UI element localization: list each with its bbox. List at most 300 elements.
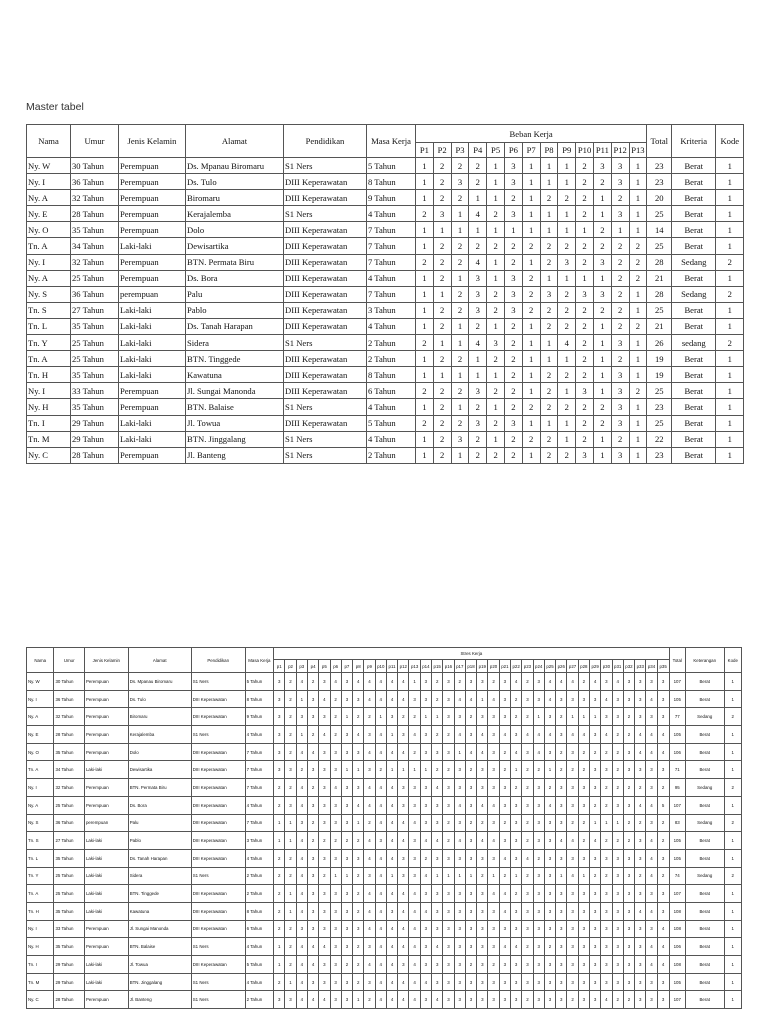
cell-score: 2 [522, 399, 540, 415]
cell-score: 3 [556, 973, 567, 991]
cell-score: 3 [646, 973, 657, 991]
cell-umur: 35 Tahun [71, 222, 119, 238]
cell-score: 4 [330, 779, 341, 797]
cell-score: 3 [623, 761, 634, 779]
cell-score: 3 [432, 814, 443, 832]
cell-score: 2 [558, 302, 576, 318]
cell-pendidikan: DIII Keperawatan [284, 367, 367, 383]
cell-score: 1 [416, 190, 434, 206]
cell-score: 2 [285, 938, 296, 956]
cell-score: 3 [567, 885, 578, 903]
cell-score: 4 [465, 743, 476, 761]
cell-score: 2 [558, 286, 576, 302]
beban-kerja-table [26, 124, 744, 464]
cell-score: 3 [589, 885, 600, 903]
cell-alamat: Pablo [128, 832, 191, 850]
cell-score: 2 [433, 415, 451, 431]
cell-score: 1 [629, 222, 647, 238]
cell-score: 4 [375, 867, 386, 885]
cell-total: 23 [647, 158, 672, 174]
cell-nama: Ny. C [27, 991, 54, 1009]
cell-score: 3 [623, 673, 634, 691]
cell-score: 4 [386, 973, 397, 991]
table-row [27, 902, 742, 920]
cell-score: 3 [319, 779, 330, 797]
cell-score: 2 [611, 238, 629, 254]
cell-score: 2 [612, 761, 623, 779]
cell-score: 2 [451, 415, 469, 431]
cell-score: 3 [341, 743, 352, 761]
cell-score: 4 [375, 796, 386, 814]
cell-score: 3 [635, 708, 646, 726]
cell-score: 3 [646, 761, 657, 779]
table-row [27, 761, 742, 779]
cell-kriteria: Berat [672, 415, 716, 431]
cell-alamat: Kerajalemba [128, 726, 191, 744]
cell-score: 3 [544, 743, 555, 761]
cell-total: 108 [669, 902, 685, 920]
cell-score: 2 [576, 254, 594, 270]
cell-score: 3 [504, 302, 522, 318]
table-row [27, 351, 744, 367]
cell-kriteria: Berat [672, 367, 716, 383]
cell-nama: Tn. M [27, 431, 71, 447]
cell-masa-kerja: 7 Tahun [245, 814, 273, 832]
cell-kriteria: Berat [672, 431, 716, 447]
cell-score: 3 [511, 814, 522, 832]
cell-kriteria: Berat [672, 447, 716, 463]
cell-score: 4 [646, 849, 657, 867]
cell-nama: Ny. W [27, 158, 71, 174]
cell-alamat: Dewisartika [186, 238, 284, 254]
cell-masa-kerja: 5 Tahun [367, 415, 416, 431]
cell-keterangan: Berat [685, 956, 724, 974]
cell-score: 3 [611, 206, 629, 222]
cell-umur: 30 Tahun [54, 673, 85, 691]
header-item: p16 [443, 660, 454, 673]
cell-score: 2 [420, 849, 431, 867]
cell-score: 3 [578, 690, 589, 708]
cell-total: 105 [669, 690, 685, 708]
cell-score: 4 [319, 991, 330, 1009]
cell-score: 3 [432, 885, 443, 903]
cell-alamat: Pablo [186, 302, 284, 318]
cell-umur: 29 Tahun [54, 973, 85, 991]
cell-score: 3 [432, 902, 443, 920]
cell-score: 3 [319, 708, 330, 726]
cell-keterangan: Berat [685, 973, 724, 991]
cell-score: 3 [330, 991, 341, 1009]
cell-score: 3 [544, 708, 555, 726]
cell-score: 3 [589, 902, 600, 920]
cell-pendidikan: DIII Keperawatan [191, 920, 245, 938]
cell-score: 1 [522, 206, 540, 222]
cell-jenis-kelamin: Perempuan [119, 206, 186, 222]
cell-jenis-kelamin: perempuan [119, 286, 186, 302]
cell-score: 3 [319, 849, 330, 867]
cell-kode: 1 [724, 726, 741, 744]
cell-score: 4 [398, 743, 409, 761]
cell-umur: 32 Tahun [54, 779, 85, 797]
cell-score: 1 [522, 335, 540, 351]
cell-umur: 35 Tahun [54, 849, 85, 867]
header-jenis-kelamin-2: Jenis Kelamin [84, 648, 128, 673]
cell-score: 2 [364, 708, 375, 726]
cell-score: 3 [556, 796, 567, 814]
cell-score: 2 [432, 690, 443, 708]
cell-score: 4 [657, 726, 669, 744]
cell-score: 1 [487, 270, 505, 286]
cell-total: 106 [669, 938, 685, 956]
cell-score: 4 [375, 690, 386, 708]
cell-masa-kerja: 4 Tahun [367, 399, 416, 415]
cell-score: 3 [556, 938, 567, 956]
table-row [27, 885, 742, 903]
cell-score: 3 [567, 920, 578, 938]
cell-score: 2 [353, 832, 364, 850]
cell-score: 1 [416, 286, 434, 302]
cell-umur: 27 Tahun [54, 832, 85, 850]
cell-score: 2 [465, 761, 476, 779]
cell-masa-kerja: 6 Tahun [367, 383, 416, 399]
cell-kode: 1 [724, 796, 741, 814]
cell-score: 3 [589, 849, 600, 867]
cell-score: 1 [451, 318, 469, 334]
cell-score: 3 [567, 956, 578, 974]
table-row [27, 318, 744, 334]
cell-score: 2 [635, 779, 646, 797]
cell-umur: 25 Tahun [54, 867, 85, 885]
cell-score: 4 [469, 335, 487, 351]
cell-score: 3 [420, 796, 431, 814]
cell-score: 4 [296, 938, 307, 956]
cell-score: 3 [454, 779, 465, 797]
cell-score: 3 [341, 673, 352, 691]
cell-umur: 29 Tahun [71, 415, 119, 431]
cell-score: 3 [567, 938, 578, 956]
cell-score: 3 [465, 673, 476, 691]
cell-umur: 36 Tahun [54, 690, 85, 708]
cell-score: 2 [578, 743, 589, 761]
cell-score: 4 [469, 254, 487, 270]
table-row [27, 814, 742, 832]
cell-score: 3 [657, 690, 669, 708]
cell-score: 3 [511, 902, 522, 920]
cell-score: 3 [504, 206, 522, 222]
cell-score: 3 [544, 867, 555, 885]
cell-score: 4 [488, 796, 499, 814]
cell-pendidikan: DIII Keperawatan [191, 849, 245, 867]
cell-score: 3 [612, 885, 623, 903]
cell-score: 1 [416, 158, 434, 174]
cell-score: 1 [386, 761, 397, 779]
header-item: p15 [432, 660, 443, 673]
cell-score: 3 [330, 920, 341, 938]
header-total-2: Total [669, 648, 685, 673]
cell-score: 3 [341, 814, 352, 832]
cell-score: 3 [657, 902, 669, 920]
cell-score: 3 [504, 415, 522, 431]
cell-umur: 34 Tahun [54, 761, 85, 779]
cell-score: 4 [386, 991, 397, 1009]
cell-score: 1 [433, 367, 451, 383]
cell-score: 4 [657, 743, 669, 761]
cell-score: 2 [307, 673, 318, 691]
cell-masa-kerja: 4 Tahun [367, 431, 416, 447]
cell-score: 4 [454, 832, 465, 850]
cell-score: 3 [567, 902, 578, 920]
cell-score: 3 [646, 814, 657, 832]
cell-score: 2 [451, 254, 469, 270]
cell-score: 1 [409, 673, 420, 691]
cell-score: 2 [576, 367, 594, 383]
cell-score: 1 [522, 254, 540, 270]
cell-pendidikan: S1 Ners [284, 206, 367, 222]
cell-kode: 1 [724, 885, 741, 903]
cell-masa-kerja: 3 Tahun [367, 302, 416, 318]
cell-nama: Ny. E [27, 206, 71, 222]
cell-total: 25 [647, 415, 672, 431]
cell-score: 3 [465, 920, 476, 938]
cell-score: 3 [420, 779, 431, 797]
cell-score: 2 [623, 832, 634, 850]
cell-total: 105 [669, 973, 685, 991]
cell-kode: 2 [716, 254, 744, 270]
cell-score: 3 [319, 761, 330, 779]
cell-score: 3 [274, 690, 285, 708]
cell-kode: 1 [716, 270, 744, 286]
cell-score: 4 [409, 814, 420, 832]
cell-score: 3 [477, 885, 488, 903]
cell-score: 2 [285, 956, 296, 974]
cell-score: 3 [420, 743, 431, 761]
cell-nama: Ny. C [27, 447, 71, 463]
header-item: P4 [469, 143, 487, 158]
cell-score: 4 [375, 938, 386, 956]
cell-pendidikan: DIII Keperawatan [191, 761, 245, 779]
cell-score: 4 [544, 726, 555, 744]
cell-score: 1 [420, 761, 431, 779]
cell-umur: 28 Tahun [71, 447, 119, 463]
cell-score: 4 [386, 938, 397, 956]
cell-pendidikan: S1 Ners [284, 399, 367, 415]
cell-score: 2 [433, 302, 451, 318]
cell-score: 4 [364, 796, 375, 814]
cell-score: 3 [488, 743, 499, 761]
cell-score: 2 [274, 779, 285, 797]
cell-score: 3 [443, 938, 454, 956]
cell-total: 105 [669, 849, 685, 867]
cell-score: 1 [593, 367, 611, 383]
cell-score: 4 [420, 973, 431, 991]
cell-jenis-kelamin: Perempuan [119, 447, 186, 463]
cell-score: 3 [504, 174, 522, 190]
header-alamat-2: Alamat [128, 648, 191, 673]
cell-score: 3 [488, 920, 499, 938]
cell-score: 4 [398, 991, 409, 1009]
cell-score: 4 [488, 832, 499, 850]
table-row [27, 743, 742, 761]
cell-nama: Tn. A [27, 761, 54, 779]
cell-keterangan: Sedang [685, 814, 724, 832]
cell-nama: Ny. S [27, 814, 54, 832]
cell-score: 4 [646, 938, 657, 956]
cell-score: 3 [319, 885, 330, 903]
cell-score: 1 [330, 867, 341, 885]
cell-score: 1 [274, 814, 285, 832]
cell-score: 2 [629, 318, 647, 334]
cell-pendidikan: DIII Keperawatan [284, 302, 367, 318]
cell-score: 2 [443, 832, 454, 850]
cell-score: 3 [341, 726, 352, 744]
cell-score: 2 [353, 902, 364, 920]
cell-masa-kerja: 4 Tahun [245, 726, 273, 744]
cell-score: 1 [558, 158, 576, 174]
cell-score: 2 [533, 849, 544, 867]
cell-total: 105 [669, 832, 685, 850]
cell-score: 4 [488, 885, 499, 903]
cell-score: 3 [601, 956, 612, 974]
cell-jenis-kelamin: Laki-laki [119, 335, 186, 351]
header-item: p22 [511, 660, 522, 673]
cell-score: 3 [578, 902, 589, 920]
cell-score: 3 [296, 708, 307, 726]
cell-umur: 35 Tahun [71, 399, 119, 415]
cell-score: 3 [469, 302, 487, 318]
cell-total: 20 [647, 190, 672, 206]
cell-score: 1 [522, 447, 540, 463]
cell-jenis-kelamin: Perempuan [119, 222, 186, 238]
cell-score: 3 [341, 690, 352, 708]
cell-score: 3 [487, 335, 505, 351]
cell-score: 2 [657, 814, 669, 832]
cell-score: 2 [540, 399, 558, 415]
cell-score: 1 [488, 867, 499, 885]
cell-score: 3 [330, 814, 341, 832]
cell-score: 4 [522, 849, 533, 867]
cell-score: 2 [285, 849, 296, 867]
cell-jenis-kelamin: Perempuan [119, 254, 186, 270]
cell-score: 1 [558, 222, 576, 238]
cell-score: 3 [589, 690, 600, 708]
cell-score: 2 [504, 367, 522, 383]
cell-score: 3 [657, 849, 669, 867]
cell-score: 2 [629, 270, 647, 286]
cell-score: 3 [522, 902, 533, 920]
cell-score: 1 [416, 399, 434, 415]
cell-score: 3 [477, 920, 488, 938]
cell-score: 3 [307, 885, 318, 903]
cell-kode: 1 [716, 158, 744, 174]
cell-masa-kerja: 4 Tahun [245, 796, 273, 814]
cell-score: 4 [511, 938, 522, 956]
cell-score: 3 [274, 991, 285, 1009]
cell-score: 3 [556, 690, 567, 708]
cell-score: 3 [477, 902, 488, 920]
cell-nama: Tn. I [27, 415, 71, 431]
cell-score: 3 [623, 920, 634, 938]
cell-total: 19 [647, 367, 672, 383]
cell-score: 4 [364, 885, 375, 903]
header-item: p26 [556, 660, 567, 673]
cell-masa-kerja: 8 Tahun [245, 690, 273, 708]
cell-score: 2 [522, 761, 533, 779]
cell-score: 3 [533, 814, 544, 832]
cell-score: 3 [319, 743, 330, 761]
cell-score: 3 [341, 849, 352, 867]
cell-keterangan: Berat [685, 920, 724, 938]
cell-score: 2 [623, 814, 634, 832]
cell-score: 3 [454, 902, 465, 920]
cell-alamat: Sidera [128, 867, 191, 885]
cell-masa-kerja: 8 Tahun [367, 367, 416, 383]
cell-score: 3 [567, 779, 578, 797]
cell-score: 2 [504, 447, 522, 463]
cell-score: 3 [398, 726, 409, 744]
cell-score: 4 [319, 726, 330, 744]
cell-score: 1 [465, 867, 476, 885]
cell-keterangan: Berat [685, 673, 724, 691]
cell-score: 3 [488, 779, 499, 797]
cell-score: 4 [567, 726, 578, 744]
cell-score: 2 [451, 238, 469, 254]
cell-score: 2 [504, 238, 522, 254]
cell-score: 1 [285, 973, 296, 991]
header-nama-2: Nama [27, 648, 54, 673]
cell-score: 4 [296, 867, 307, 885]
header-item: p29 [589, 660, 600, 673]
cell-kode: 2 [724, 779, 741, 797]
cell-kode: 1 [716, 351, 744, 367]
cell-score: 3 [341, 938, 352, 956]
cell-score: 3 [409, 867, 420, 885]
cell-score: 1 [416, 270, 434, 286]
cell-kriteria: Berat [672, 302, 716, 318]
cell-score: 1 [487, 254, 505, 270]
cell-score: 2 [443, 761, 454, 779]
cell-score: 1 [416, 174, 434, 190]
cell-keterangan: Berat [685, 761, 724, 779]
cell-score: 1 [443, 867, 454, 885]
cell-nama: Ny. I [27, 383, 71, 399]
cell-score: 1 [629, 415, 647, 431]
cell-score: 2 [593, 302, 611, 318]
cell-score: 3 [454, 991, 465, 1009]
cell-score: 4 [465, 690, 476, 708]
cell-score: 4 [409, 956, 420, 974]
cell-score: 3 [454, 920, 465, 938]
cell-masa-kerja: 6 Tahun [245, 920, 273, 938]
cell-score: 4 [296, 673, 307, 691]
cell-nama: Ny. H [27, 399, 71, 415]
cell-score: 3 [511, 832, 522, 850]
cell-score: 2 [353, 708, 364, 726]
cell-jenis-kelamin: Perempuan [119, 174, 186, 190]
cell-pendidikan: DIII Keperawatan [284, 174, 367, 190]
header-total: Total [647, 125, 672, 158]
cell-score: 1 [416, 367, 434, 383]
cell-score: 2 [469, 318, 487, 334]
cell-score: 3 [386, 902, 397, 920]
cell-score: 3 [451, 431, 469, 447]
cell-score: 2 [578, 673, 589, 691]
cell-score: 1 [341, 867, 352, 885]
cell-umur: 28 Tahun [54, 991, 85, 1009]
cell-score: 2 [567, 761, 578, 779]
cell-score: 3 [646, 708, 657, 726]
table-row [27, 690, 742, 708]
cell-score: 3 [533, 796, 544, 814]
